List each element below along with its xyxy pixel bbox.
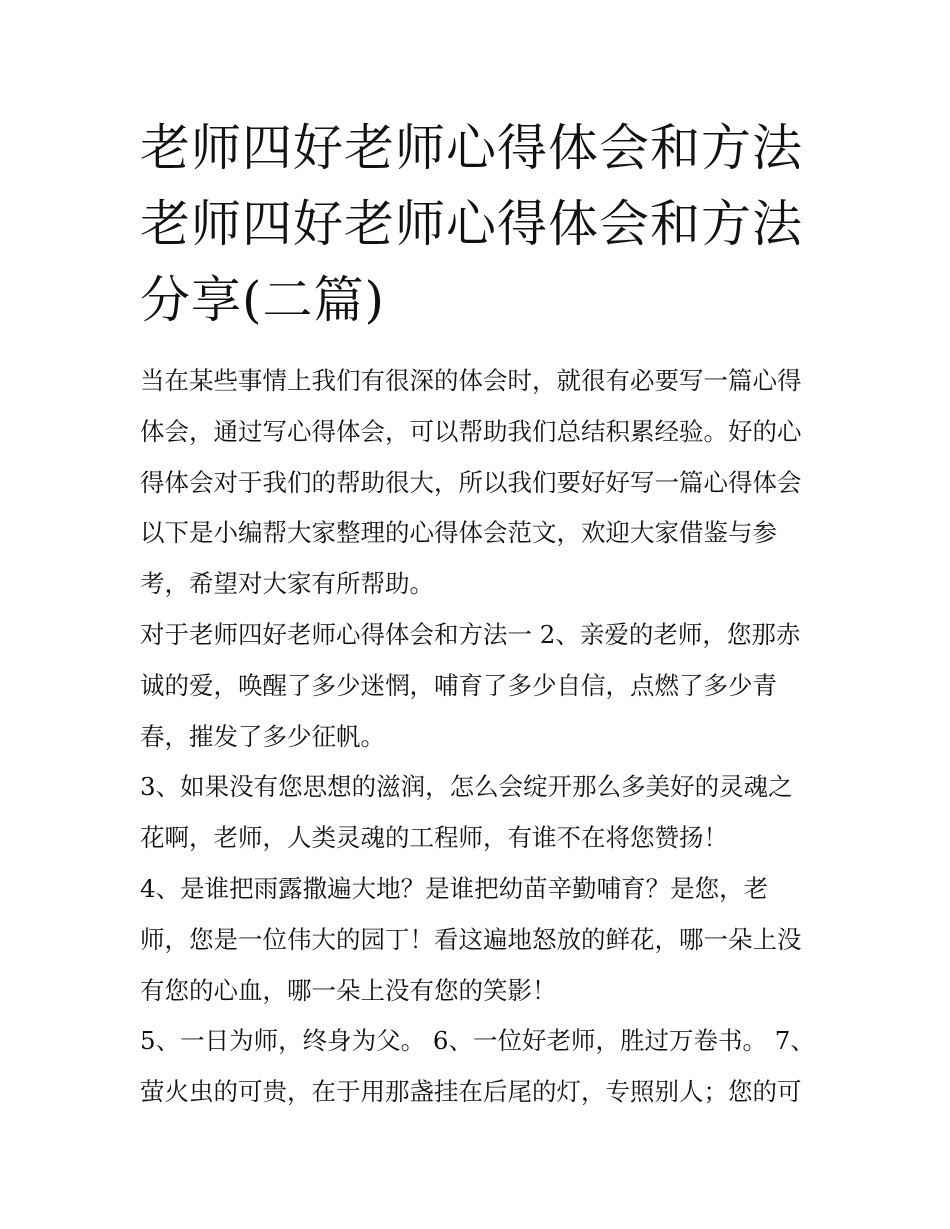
document-title: [140, 110, 830, 338]
body-line-12: 师，您是一位伟大的园丁！看这遍地怒放的鲜花，哪一朵上没: [140, 924, 802, 954]
body-line-13: 有您的心血，哪一朵上没有您的笑影！: [140, 975, 557, 1005]
body-line-8: 春，摧发了多少征帆。: [140, 721, 385, 751]
body-line-15: 萤火虫的可贵，在于用那盏挂在后尾的灯，专照别人；您的可: [140, 1077, 802, 1107]
title-line-2: 老师四好老师心得体会和方法: [140, 195, 803, 253]
title-line-1: 老师四好老师心得体会和方法: [140, 119, 803, 177]
body-line-9: 3、如果没有您思想的滋润，怎么会绽开那么多美好的灵魂之: [140, 772, 793, 802]
body-line-6: 对于老师四好老师心得体会和方法一 2、亲爱的老师，您那赤: [140, 619, 801, 649]
body-line-10: 花啊，老师，人类灵魂的工程师，有谁不在将您赞扬！: [140, 823, 728, 853]
document-body: [140, 356, 830, 1118]
body-line-7: 诚的爱，唤醒了多少迷惘，哺育了多少自信，点燃了多少青: [140, 670, 777, 700]
body-line-11: 4、是谁把雨露撒遍大地？是谁把幼苗辛勤哺育？是您，老: [140, 873, 769, 903]
body-line-2: 体会，通过写心得体会，可以帮助我们总结积累经验。好的心: [140, 416, 802, 446]
body-line-3: 得体会对于我们的帮助很大，所以我们要好好写一篇心得体会: [140, 467, 802, 497]
body-line-5: 考，希望对大家有所帮助。: [140, 569, 434, 599]
title-line-3: 分享(二篇): [140, 271, 386, 329]
body-line-1: 当在某些事情上我们有很深的体会时，就很有必要写一篇心得: [140, 366, 802, 395]
body-line-14: 5、一日为师，终身为父。 6、一位好老师，胜过万卷书。 7、: [140, 1026, 815, 1056]
body-line-4: 以下是小编帮大家整理的心得体会范文，欢迎大家借鉴与参: [140, 518, 777, 548]
